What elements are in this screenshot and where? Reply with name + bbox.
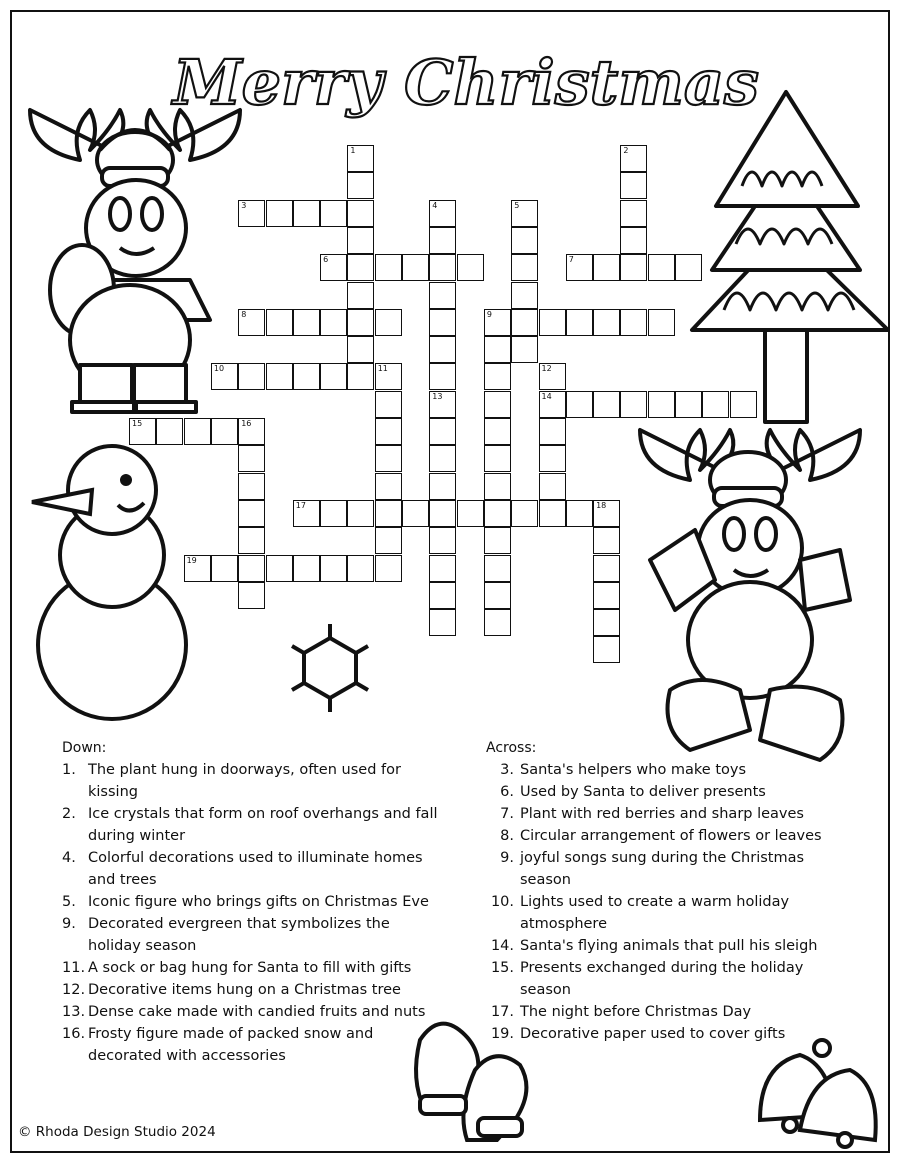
crossword-cell[interactable] xyxy=(566,309,593,336)
clue-number: 15. xyxy=(490,960,514,976)
crossword-cell[interactable] xyxy=(402,254,429,281)
crossword-cell[interactable] xyxy=(293,200,320,227)
crossword-cell[interactable] xyxy=(593,309,620,336)
crossword-cell[interactable] xyxy=(266,200,293,227)
clue-number: 9. xyxy=(62,916,76,932)
clue-number: 9. xyxy=(500,850,514,866)
cell-number: 3 xyxy=(241,200,247,210)
down-clues xyxy=(62,737,442,1067)
clue-number: 3. xyxy=(500,762,514,778)
cell-number: 12 xyxy=(541,364,552,374)
crossword-cell[interactable] xyxy=(457,500,484,527)
across-clue xyxy=(486,957,846,1001)
down-clue xyxy=(62,847,442,891)
crossword-cell[interactable] xyxy=(347,336,374,363)
crossword-cell[interactable] xyxy=(484,336,511,363)
crossword-cell[interactable] xyxy=(347,172,374,199)
clue-number: 4. xyxy=(62,850,76,866)
across-heading: Across: xyxy=(486,740,537,756)
crossword-cell[interactable] xyxy=(320,200,347,227)
across-clue xyxy=(486,935,846,957)
crossword-cell[interactable] xyxy=(593,609,620,636)
crossword-cell[interactable] xyxy=(484,445,511,472)
crossword-cell[interactable] xyxy=(320,309,347,336)
crossword-cell[interactable] xyxy=(429,418,456,445)
clue-number: 6. xyxy=(500,784,514,800)
crossword-cell[interactable] xyxy=(266,309,293,336)
crossword-cell[interactable] xyxy=(675,391,702,418)
crossword-cell[interactable] xyxy=(375,418,402,445)
crossword-cell[interactable] xyxy=(429,500,456,527)
crossword-cell[interactable] xyxy=(484,527,511,554)
clue-text: Decorated evergreen that symbolizes the holiday season xyxy=(88,916,390,954)
clue-text: Iconic figure who brings gifts on Christmas Eve xyxy=(88,894,429,910)
clue-text: joyful songs sung during the Christmas season xyxy=(520,850,805,888)
crossword-cell[interactable] xyxy=(484,363,511,390)
cell-number: 6 xyxy=(323,255,329,265)
clue-text: Frosty figure made of packed snow and decorated with accessories xyxy=(88,1026,374,1064)
crossword-cell[interactable] xyxy=(511,282,538,309)
crossword-cell[interactable] xyxy=(293,309,320,336)
crossword-cell[interactable] xyxy=(429,282,456,309)
crossword-cell[interactable] xyxy=(375,555,402,582)
crossword-cell[interactable] xyxy=(375,527,402,554)
crossword-cell[interactable] xyxy=(238,500,265,527)
crossword-cell[interactable] xyxy=(511,336,538,363)
crossword-cell[interactable] xyxy=(211,363,238,390)
crossword-cell[interactable] xyxy=(593,636,620,663)
crossword-cell[interactable] xyxy=(511,227,538,254)
crossword-cell[interactable] xyxy=(539,445,566,472)
crossword-cell[interactable] xyxy=(347,555,374,582)
down-clue xyxy=(62,1001,442,1023)
cell-number: 14 xyxy=(541,391,552,401)
crossword-cell[interactable] xyxy=(484,391,511,418)
cell-number: 11 xyxy=(377,364,388,374)
crossword-cell[interactable] xyxy=(347,254,374,281)
crossword-cell[interactable] xyxy=(620,172,647,199)
crossword-cell[interactable] xyxy=(620,254,647,281)
crossword-cell[interactable] xyxy=(539,500,566,527)
clue-text: Santa's helpers who make toys xyxy=(520,762,747,778)
crossword-cell[interactable] xyxy=(484,582,511,609)
crossword-cell[interactable] xyxy=(375,309,402,336)
page-title: Merry Christmas xyxy=(173,46,759,119)
clue-number: 7. xyxy=(500,806,514,822)
cell-number: 10 xyxy=(213,364,225,374)
crossword-cell[interactable] xyxy=(511,254,538,281)
cell-number: 8 xyxy=(241,309,247,319)
across-clues xyxy=(486,737,846,1045)
crossword-cell[interactable] xyxy=(539,473,566,500)
crossword-cell[interactable] xyxy=(593,254,620,281)
clue-text: The night before Christmas Day xyxy=(520,1004,752,1020)
crossword-cell[interactable] xyxy=(675,254,702,281)
clue-number: 13. xyxy=(62,1004,86,1020)
cell-number: 5 xyxy=(514,200,520,210)
down-clue xyxy=(62,979,442,1001)
crossword-cell[interactable] xyxy=(593,500,620,527)
bells-icon xyxy=(760,1040,876,1147)
crossword-cell[interactable] xyxy=(429,391,456,418)
cell-number: 17 xyxy=(295,500,306,510)
cell-number: 13 xyxy=(432,391,443,401)
crossword-cell[interactable] xyxy=(648,254,675,281)
cell-number: 9 xyxy=(486,309,492,319)
crossword-cell[interactable] xyxy=(429,555,456,582)
crossword-cell[interactable] xyxy=(320,555,347,582)
clue-text: Colorful decorations used to illuminate homes and trees xyxy=(88,850,423,888)
clue-text: Decorative paper used to cover gifts xyxy=(520,1026,786,1042)
crossword-cell[interactable] xyxy=(429,227,456,254)
crossword-cell[interactable] xyxy=(648,309,675,336)
crossword-cell[interactable] xyxy=(347,500,374,527)
down-heading: Down: xyxy=(62,740,107,756)
clue-text: Used by Santa to deliver presents xyxy=(520,784,766,800)
crossword-cell[interactable] xyxy=(511,309,538,336)
crossword-cell[interactable] xyxy=(266,363,293,390)
crossword-cell[interactable] xyxy=(429,363,456,390)
across-clue xyxy=(486,1001,846,1023)
crossword-cell[interactable] xyxy=(620,145,647,172)
crossword-cell[interactable] xyxy=(648,391,675,418)
down-clue xyxy=(62,759,442,803)
crossword-cell[interactable] xyxy=(347,309,374,336)
across-clue xyxy=(486,803,846,825)
crossword-cell[interactable] xyxy=(593,582,620,609)
crossword-cell[interactable] xyxy=(211,555,238,582)
crossword-cell[interactable] xyxy=(184,418,211,445)
crossword-cell[interactable] xyxy=(593,555,620,582)
crossword-cell[interactable] xyxy=(402,500,429,527)
crossword-cell[interactable] xyxy=(238,363,265,390)
crossword-cell[interactable] xyxy=(429,582,456,609)
clue-text: Santa's flying animals that pull his sleigh xyxy=(520,938,818,954)
clue-text: Lights used to create a warm holiday atmosphere xyxy=(520,894,790,932)
crossword-cell[interactable] xyxy=(429,473,456,500)
crossword-cell[interactable] xyxy=(429,609,456,636)
down-clue xyxy=(62,913,442,957)
crossword-cell[interactable] xyxy=(593,391,620,418)
crossword-cell[interactable] xyxy=(238,473,265,500)
crossword-cell[interactable] xyxy=(238,582,265,609)
crossword-cell[interactable] xyxy=(484,500,511,527)
cell-number: 7 xyxy=(568,255,574,265)
crossword-cell[interactable] xyxy=(375,500,402,527)
clue-number: 11. xyxy=(62,960,86,976)
crossword-cell[interactable] xyxy=(539,391,566,418)
crossword-cell[interactable] xyxy=(238,418,265,445)
clue-text: Circular arrangement of flowers or leaves xyxy=(520,828,822,844)
down-clue xyxy=(62,891,442,913)
crossword-cell[interactable] xyxy=(429,445,456,472)
clue-number: 14. xyxy=(490,938,514,954)
clue-text: Dense cake made with candied fruits and nuts xyxy=(88,1004,426,1020)
crossword-cell[interactable] xyxy=(620,227,647,254)
cell-number: 15 xyxy=(132,419,143,428)
cell-number: 4 xyxy=(432,200,438,210)
crossword-cell[interactable] xyxy=(620,309,647,336)
cell-number: 18 xyxy=(596,500,607,510)
down-clue xyxy=(62,957,442,979)
cell-number: 16 xyxy=(241,419,252,428)
crossword-cell[interactable] xyxy=(429,336,456,363)
clue-number: 10. xyxy=(490,894,514,910)
crossword-cell[interactable] xyxy=(511,500,538,527)
crossword-cell[interactable] xyxy=(211,418,238,445)
crossword-cell[interactable] xyxy=(293,500,320,527)
clue-number: 5. xyxy=(62,894,76,910)
copyright-text: © Rhoda Design Studio 2024 xyxy=(18,1124,216,1140)
crossword-cell[interactable] xyxy=(539,418,566,445)
clue-text: The plant hung in doorways, often used for kissing xyxy=(88,762,401,800)
across-clue xyxy=(486,781,846,803)
crossword-cell[interactable] xyxy=(429,200,456,227)
down-clue xyxy=(62,1023,442,1067)
crossword-cell[interactable] xyxy=(320,254,347,281)
crossword-cell[interactable] xyxy=(375,445,402,472)
crossword-cell[interactable] xyxy=(347,200,374,227)
crossword-cell[interactable] xyxy=(347,145,374,172)
across-clue xyxy=(486,1023,846,1045)
crossword-cell[interactable] xyxy=(539,309,566,336)
across-clue xyxy=(486,891,846,935)
crossword-cell[interactable] xyxy=(238,309,265,336)
clue-number: 16. xyxy=(62,1026,86,1042)
cell-number: 2 xyxy=(623,146,629,155)
crossword-cell[interactable] xyxy=(539,363,566,390)
crossword-cell[interactable] xyxy=(238,555,265,582)
clue-number: 8. xyxy=(500,828,514,844)
crossword-cell[interactable] xyxy=(184,555,211,582)
crossword-cell[interactable] xyxy=(320,500,347,527)
clue-text: Presents exchanged during the holiday season xyxy=(520,960,804,998)
across-clue xyxy=(486,759,846,781)
clue-text: Plant with red berries and sharp leaves xyxy=(520,806,804,822)
crossword-cell[interactable] xyxy=(566,391,593,418)
crossword-cell[interactable] xyxy=(238,200,265,227)
crossword-cell[interactable] xyxy=(484,473,511,500)
crossword-cell[interactable] xyxy=(375,473,402,500)
crossword-cell[interactable] xyxy=(730,391,757,418)
clue-number: 19. xyxy=(490,1026,514,1042)
cell-number: 1 xyxy=(350,146,356,155)
crossword-cell[interactable] xyxy=(511,200,538,227)
crossword-cell[interactable] xyxy=(238,527,265,554)
clue-text: Ice crystals that form on roof overhangs and fall during winter xyxy=(88,806,438,844)
across-clue xyxy=(486,825,846,847)
crossword-cell[interactable] xyxy=(484,309,511,336)
crossword-cell[interactable] xyxy=(293,555,320,582)
crossword-cell[interactable] xyxy=(320,363,347,390)
clue-number: 2. xyxy=(62,806,76,822)
crossword-cell[interactable] xyxy=(429,527,456,554)
crossword-cell[interactable] xyxy=(457,254,484,281)
crossword-cell[interactable] xyxy=(375,254,402,281)
crossword-cell[interactable] xyxy=(484,555,511,582)
across-clue xyxy=(486,847,846,891)
crossword-cell[interactable] xyxy=(129,418,156,445)
crossword-cell[interactable] xyxy=(347,363,374,390)
crossword-cell[interactable] xyxy=(702,391,729,418)
crossword-cell[interactable] xyxy=(238,445,265,472)
clue-number: 1. xyxy=(62,762,76,778)
crossword-cell[interactable] xyxy=(593,527,620,554)
crossword-cell[interactable] xyxy=(156,418,183,445)
crossword-cell[interactable] xyxy=(347,227,374,254)
down-clue xyxy=(62,803,442,847)
crossword-cell[interactable] xyxy=(484,418,511,445)
crossword-cell[interactable] xyxy=(620,200,647,227)
crossword-cell[interactable] xyxy=(375,363,402,390)
crossword-cell[interactable] xyxy=(566,500,593,527)
crossword-cell[interactable] xyxy=(266,555,293,582)
cell-number: 19 xyxy=(186,555,197,565)
crossword-cell[interactable] xyxy=(620,391,647,418)
clue-text: A sock or bag hung for Santa to fill with gifts xyxy=(88,960,412,976)
crossword-cell[interactable] xyxy=(429,254,456,281)
clue-text: Decorative items hung on a Christmas tree xyxy=(88,982,401,998)
crossword-cell[interactable] xyxy=(566,254,593,281)
clue-number: 12. xyxy=(62,982,86,998)
crossword-cell[interactable] xyxy=(484,609,511,636)
crossword-cell[interactable] xyxy=(429,309,456,336)
clue-number: 17. xyxy=(490,1004,514,1020)
crossword-cell[interactable] xyxy=(375,391,402,418)
crossword-cell[interactable] xyxy=(347,282,374,309)
crossword-cell[interactable] xyxy=(293,363,320,390)
